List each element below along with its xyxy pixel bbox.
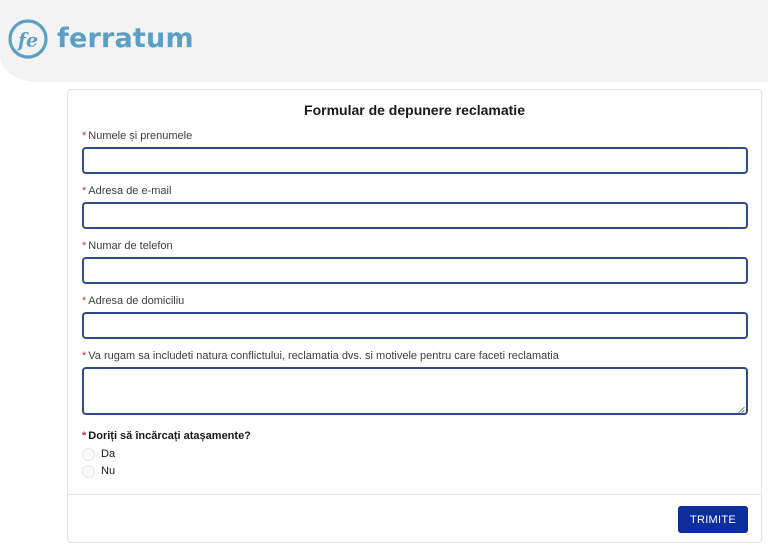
required-marker: * (82, 295, 87, 307)
submit-button[interactable]: TRIMITE (678, 506, 748, 533)
brand-name: ferratum (57, 22, 194, 54)
full-name-label-text: Numele și prenumele (88, 130, 193, 142)
address-label (82, 295, 184, 307)
svg-text:fe: fe (17, 29, 39, 52)
radio-option-da[interactable] (82, 447, 115, 461)
attachments-question (82, 430, 251, 442)
required-marker: * (82, 430, 87, 442)
page-header (0, 0, 768, 82)
complaint-details-textarea[interactable] (82, 367, 748, 415)
complaint-details-label-text: Va rugam sa includeti natura conflictului, reclamatia dvs. si motivele pentru care faceti reclamatia (88, 350, 559, 362)
full-name-input[interactable] (82, 147, 748, 174)
complaint-form-card (67, 89, 762, 543)
required-marker: * (82, 240, 87, 252)
form-title: Formular de depunere reclamatie (304, 102, 525, 118)
required-marker: * (82, 350, 87, 362)
attachments-question-text: Doriți să încărcați atașamente? (88, 430, 251, 442)
radio-option-nu[interactable] (82, 464, 115, 478)
email-label-text: Adresa de e-mail (88, 185, 172, 197)
required-marker: * (82, 185, 87, 197)
required-marker: * (82, 130, 87, 142)
radio-button-da[interactable] (82, 448, 95, 461)
resize-grip-icon[interactable] (737, 406, 745, 414)
footer-divider (68, 494, 761, 495)
radio-label-da: Da (101, 448, 116, 460)
complaint-details-label (82, 350, 559, 362)
email-input[interactable] (82, 202, 748, 229)
full-name-label (82, 130, 192, 142)
address-label-text: Adresa de domiciliu (88, 295, 185, 307)
phone-label (82, 240, 173, 252)
phone-input[interactable] (82, 257, 748, 284)
address-input[interactable] (82, 312, 748, 339)
radio-label-nu: Nu (101, 465, 116, 477)
ferratum-logo[interactable] (8, 19, 194, 59)
phone-label-text: Numar de telefon (88, 240, 173, 252)
ferratum-logo-icon (8, 19, 48, 59)
email-label (82, 185, 171, 197)
radio-button-nu[interactable] (82, 465, 95, 478)
